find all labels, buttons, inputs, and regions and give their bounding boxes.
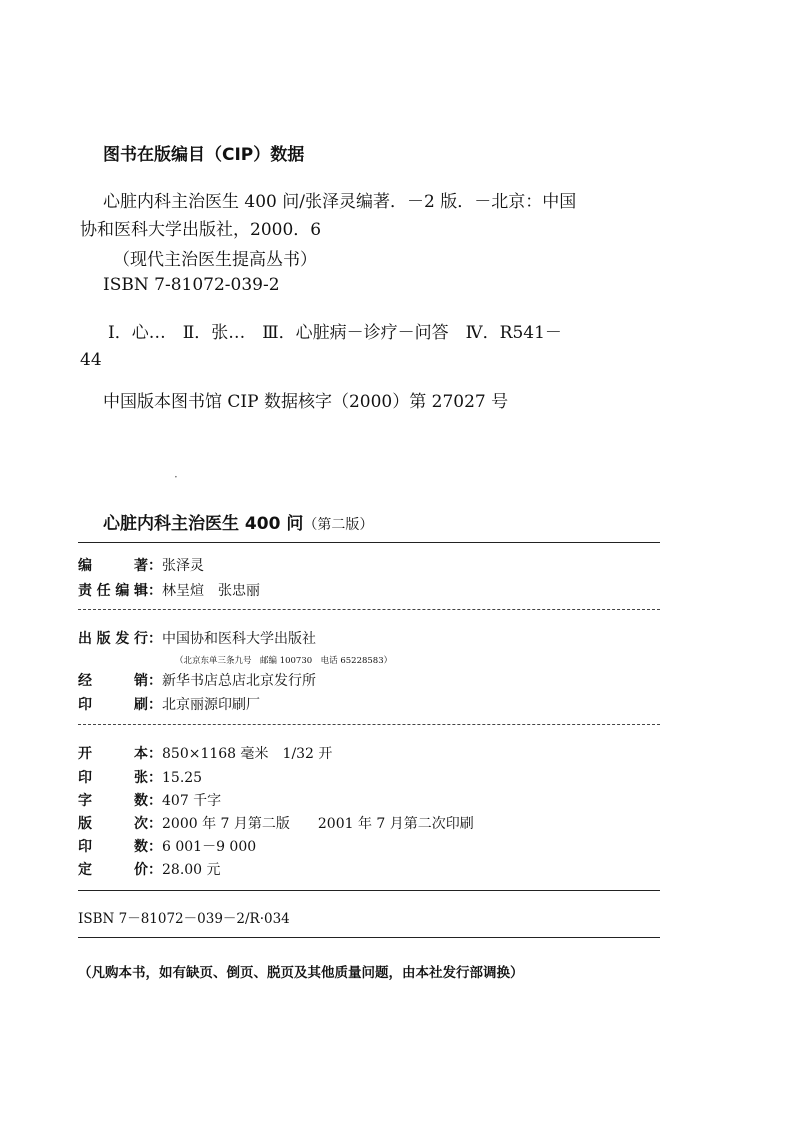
words-row: 字 数：407 千字 (78, 790, 221, 810)
format-label: 开 本 (78, 746, 148, 762)
sheets-label: 印 张 (78, 770, 148, 786)
price-label: 定 价 (78, 862, 148, 878)
isbn-full: ISBN 7－81072－039－2/R·034 (78, 911, 290, 927)
cip-series: （现代主治医生提高丛书） (113, 250, 317, 270)
distributor-label: 经 销 (78, 673, 148, 689)
editor-value: 林呈煊 张忠丽 (162, 583, 260, 599)
publisher-address: （北京东单三条九号 邮编 100730 电话 65228583） (175, 656, 393, 666)
cip-bibliographic-line-2: 协和医科大学出版社，2000．6 (80, 220, 322, 240)
book-edition: （第二版） (303, 517, 374, 533)
distributor-row: 经 销：新华书店总店北京发行所 (78, 670, 316, 690)
divider (78, 890, 660, 891)
format-row: 开 本：850×1168 毫米 1/32 开 (78, 743, 332, 763)
cip-bibliographic-line-1: 心脏内科主治医生 400 问/张泽灵编著．－2 版．－北京：中国 (103, 192, 577, 212)
cip-classification-line-2: 44 (80, 350, 102, 370)
author-label: 编 著 (78, 558, 148, 574)
sheets-row: 印 张：15.25 (78, 767, 202, 787)
divider (78, 542, 660, 543)
book-title-text: 心脏内科主治医生 400 问 (103, 514, 304, 534)
cip-title: 图书在版编目（CIP）数据 (103, 145, 305, 165)
edition-value: 2000 年 7 月第二版 2001 年 7 月第二次印刷 (162, 816, 474, 832)
price-value: 28.00 元 (162, 862, 221, 878)
printer-label: 印 刷 (78, 697, 148, 713)
printer-value: 北京丽源印刷厂 (162, 697, 260, 713)
copies-row: 印 数：6 001－9 000 (78, 836, 256, 856)
cip-isbn: ISBN 7-81072-039-2 (103, 275, 280, 295)
distributor-value: 新华书店总店北京发行所 (162, 673, 316, 689)
author-row: 编 著：张泽灵 (78, 555, 204, 575)
publisher-label: 出版发行 (78, 631, 148, 647)
divider (78, 937, 660, 938)
copies-value: 6 001－9 000 (162, 839, 257, 855)
cip-data-number: 中国版本图书馆 CIP 数据核字（2000）第 27027 号 (103, 392, 509, 412)
divider (78, 724, 660, 725)
publisher-value: 中国协和医科大学出版社 (162, 631, 316, 647)
format-value: 850×1168 毫米 1/32 开 (162, 746, 333, 762)
sheets-value: 15.25 (162, 770, 203, 786)
divider (78, 609, 660, 610)
editor-label: 责任编辑 (78, 583, 148, 599)
words-label: 字 数 (78, 793, 148, 809)
edition-row: 版 次：2000 年 7 月第二版 2001 年 7 月第二次印刷 (78, 813, 474, 833)
price-row: 定 价：28.00 元 (78, 859, 221, 879)
publisher-row: 出版发行：中国协和医科大学出版社 (78, 628, 316, 648)
copies-label: 印 数 (78, 839, 148, 855)
quality-notice: （凡购本书，如有缺页、倒页、脱页及其他质量问题，由本社发行部调换） (78, 965, 524, 981)
words-value: 407 千字 (162, 793, 222, 809)
author-value: 张泽灵 (162, 558, 204, 574)
scan-speck: · (174, 470, 178, 484)
cip-classification-line-1: Ⅰ．心… Ⅱ．张… Ⅲ．心脏病－诊疗－问答 Ⅳ．R541－ (108, 323, 562, 343)
editor-row: 责任编辑：林呈煊 张忠丽 (78, 580, 260, 600)
printer-row: 印 刷：北京丽源印刷厂 (78, 694, 260, 714)
edition-label: 版 次 (78, 816, 148, 832)
book-title (103, 509, 373, 534)
